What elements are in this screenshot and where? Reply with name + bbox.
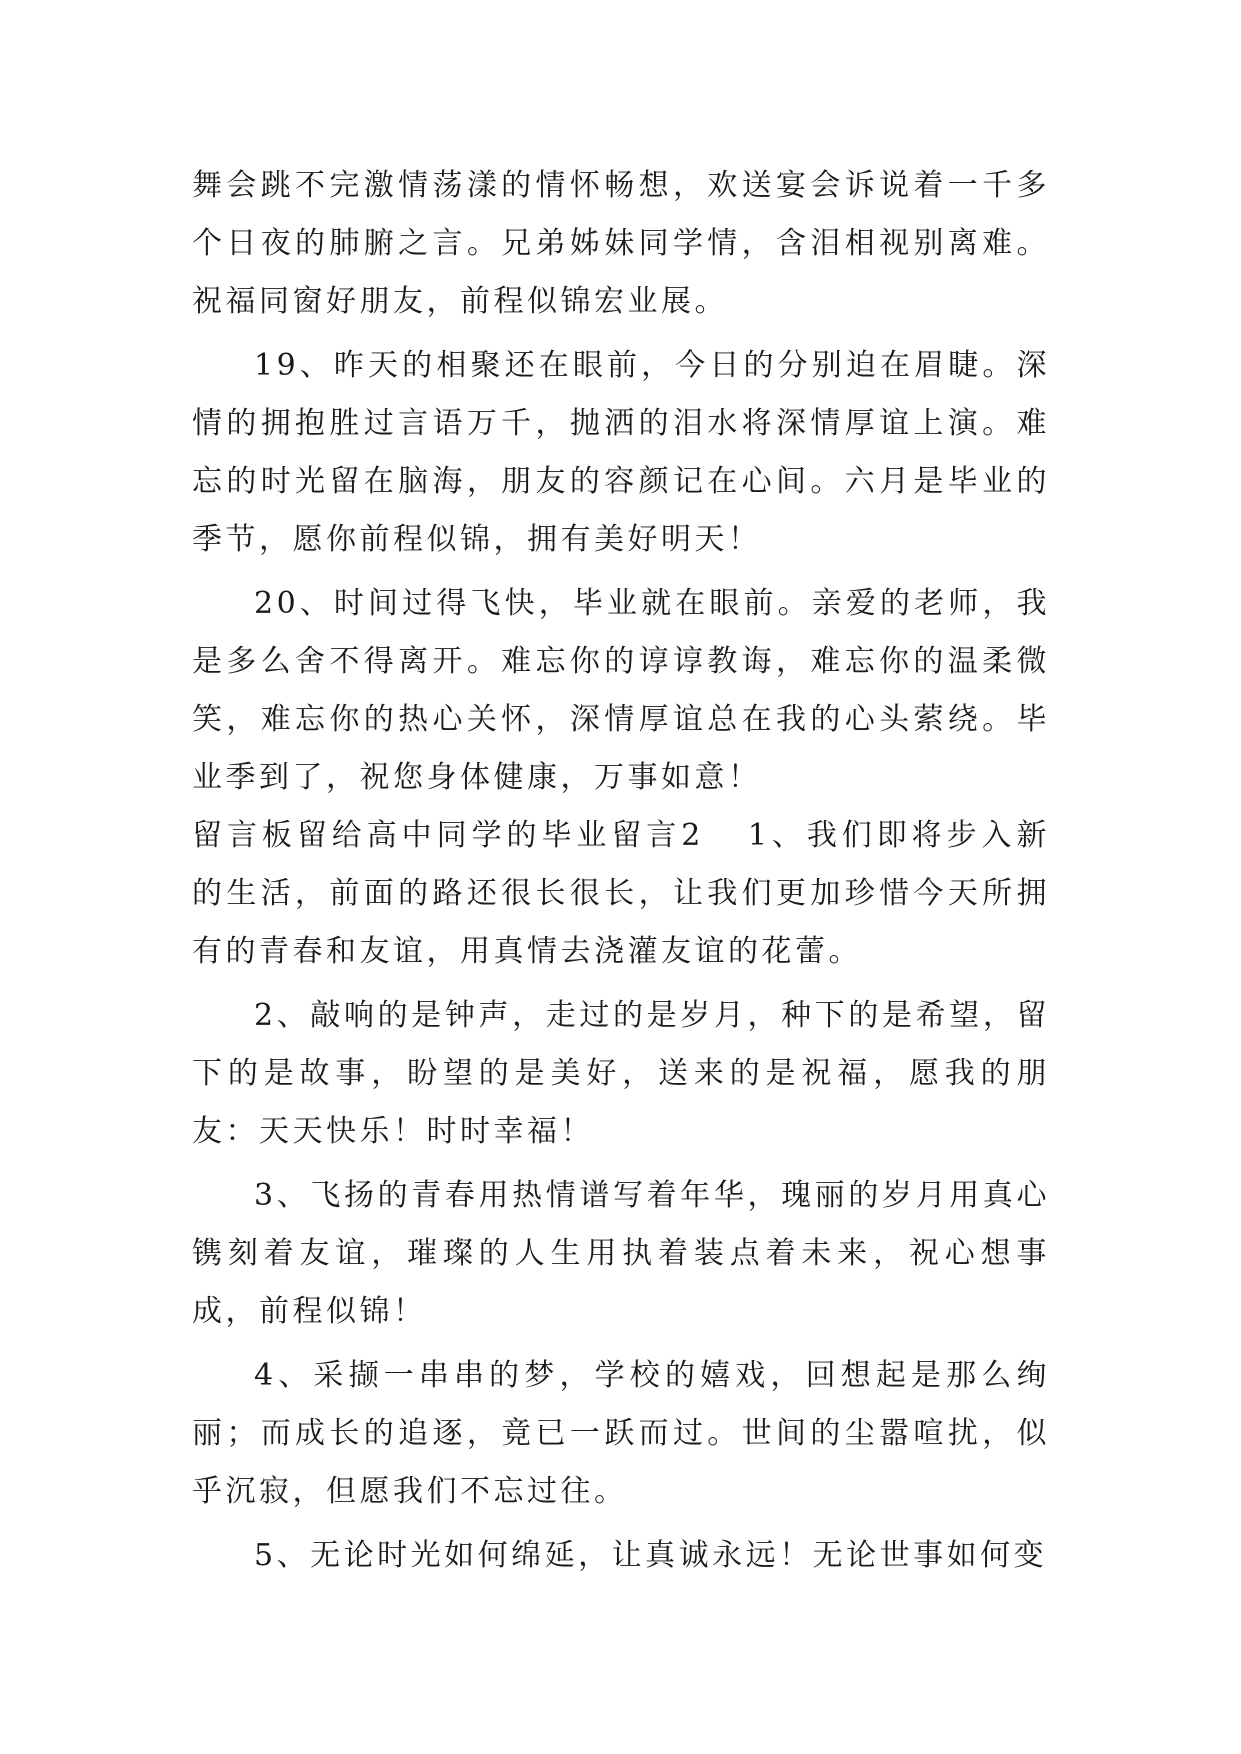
paragraph-item-2: 2、敲响的是钟声，走过的是岁月，种下的是希望，留下的是故事，盼望的是美好，送来的是祝福，愿我的朋友：天天快乐！时时幸福！ bbox=[192, 998, 1050, 1149]
paragraph-item-4: 4、采撷一串串的梦，学校的嬉戏，回想起是那么绚丽；而成长的追逐，竟已一跃而过。世间的尘嚣喧扰，似乎沉寂，但愿我们不忘过往。 bbox=[192, 1358, 1050, 1509]
paragraph-item-19: 19、昨天的相聚还在眼前，今日的分别迫在眉睫。深情的拥抱胜过言语万千，抛洒的泪水将深情厚谊上演。难忘的时光留在脑海，朋友的容颜记在心间。六月是毕业的季节，愿你前程似锦，拥有美好明天！ bbox=[192, 348, 1050, 557]
section-first-item: 1、我们即将步入新的生活，前面的路还很长很长，让我们更加珍惜今天所拥有的青春和友谊，用真情去浇灌友谊的花蕾。 bbox=[192, 818, 1050, 969]
paragraph-item-3: 3、飞扬的青春用热情谱写着年华，瑰丽的岁月用真心镌刻着友谊，璀璨的人生用执着装点着未来，祝心想事成，前程似锦！ bbox=[192, 1178, 1050, 1329]
section-heading bbox=[192, 807, 1050, 981]
document-page bbox=[192, 157, 1050, 1585]
paragraph-intro: 舞会跳不完激情荡漾的情怀畅想，欢送宴会诉说着一千多个日夜的肺腑之言。兄弟姊妹同学情，含泪相视别离难。祝福同窗好朋友，前程似锦宏业展。 bbox=[192, 168, 1050, 319]
paragraph-item-20: 20、时间过得飞快，毕业就在眼前。亲爱的老师，我是多么舍不得离开。难忘你的谆谆教诲，难忘你的温柔微笑，难忘你的热心关怀，深情厚谊总在我的心头萦绕。毕业季到了，祝您身体健康，万事如意！ bbox=[192, 586, 1050, 795]
section-title: 留言板留给高中同学的毕业留言2 bbox=[192, 818, 704, 853]
paragraph-item-5: 5、无论时光如何绵延，让真诚永远！无论世事如何变 bbox=[254, 1538, 1048, 1573]
